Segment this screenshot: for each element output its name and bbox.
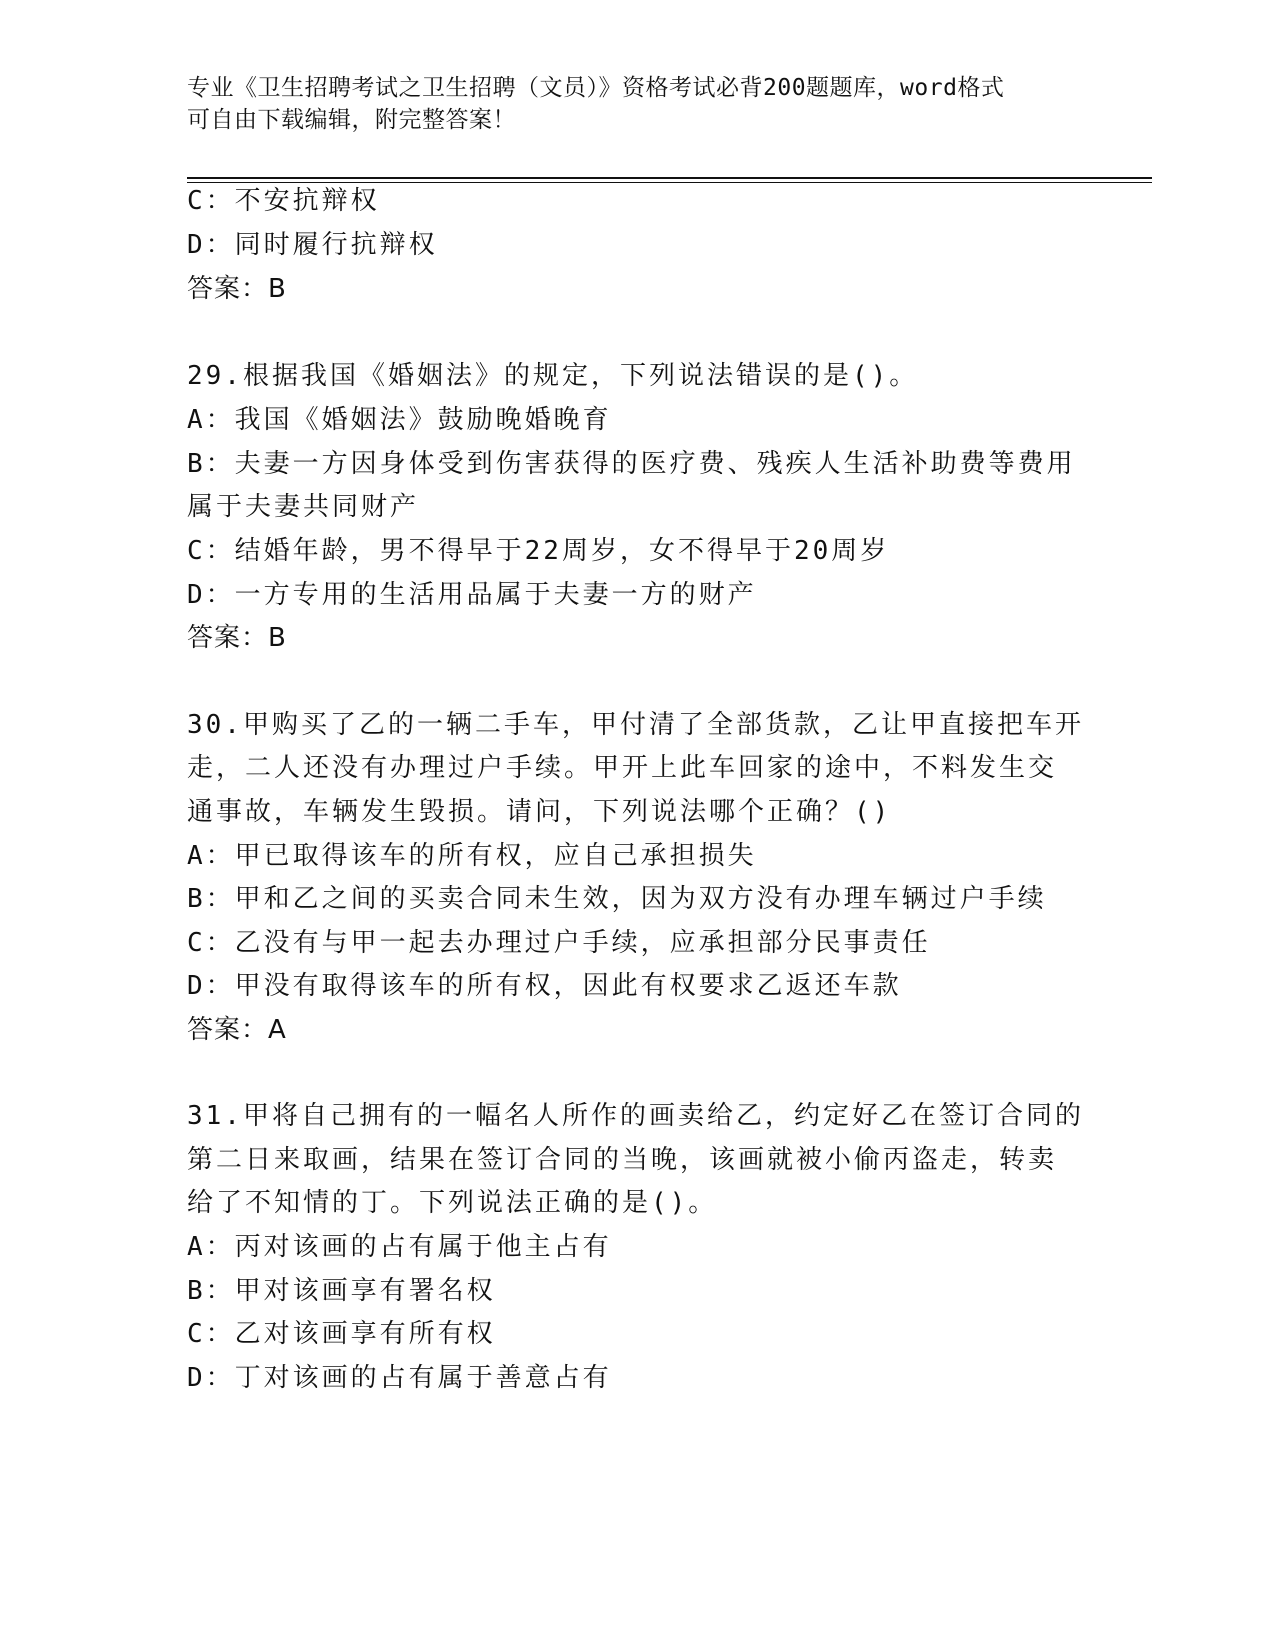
- q29-option-d: D：一方专用的生活用品属于夫妻一方的财产: [187, 580, 757, 610]
- q31-option-d: D：丁对该画的占有属于善意占有: [187, 1363, 612, 1393]
- q31-option-b: B：甲对该画享有署名权: [187, 1276, 496, 1306]
- q31-question-line-1: 31.甲将自己拥有的一幅名人所作的画卖给乙，约定好乙在签订合同的: [187, 1101, 1084, 1131]
- q29-option-b-line-1: B：夫妻一方因身体受到伤害获得的医疗费、残疾人生活补助费等费用: [187, 449, 1076, 479]
- header-divider: [187, 177, 1152, 183]
- q29-option-c: C：结婚年龄，男不得早于22周岁，女不得早于20周岁: [187, 536, 890, 566]
- q31-option-c: C：乙对该画享有所有权: [187, 1319, 496, 1349]
- q30-question-line-1: 30.甲购买了乙的一辆二手车，甲付清了全部货款，乙让甲直接把车开: [187, 710, 1084, 740]
- q29-option-a: A：我国《婚姻法》鼓励晚婚晚育: [187, 405, 612, 435]
- header-title-line-2: 可自由下载编辑，附完整答案！: [187, 107, 516, 133]
- q30-option-a: A：甲已取得该车的所有权，应自己承担损失: [187, 841, 757, 871]
- document-header: [187, 72, 1067, 136]
- q31-option-a: A：丙对该画的占有属于他主占有: [187, 1232, 612, 1262]
- q29-question: 29.根据我国《婚姻法》的规定，下列说法错误的是()。: [187, 361, 919, 391]
- q30-option-c: C：乙没有与甲一起去办理过户手续，应承担部分民事责任: [187, 928, 931, 958]
- q30-question-line-2: 走，二人还没有办理过户手续。甲开上此车回家的途中，不料发生交: [187, 753, 1058, 783]
- q31-question-line-3: 给了不知情的丁。下列说法正确的是()。: [187, 1188, 718, 1218]
- q28-option-d: D：同时履行抗辩权: [187, 230, 438, 260]
- q30-option-b: B：甲和乙之间的买卖合同未生效，因为双方没有办理车辆过户手续: [187, 884, 1047, 914]
- q31-question-line-2: 第二日来取画，结果在签订合同的当晚，该画就被小偷丙盗走，转卖: [187, 1145, 1058, 1175]
- q29-answer: 答案：B: [187, 623, 287, 653]
- q30-question-line-3: 通事故，车辆发生毁损。请问，下列说法哪个正确？(): [187, 797, 892, 827]
- q28-answer: 答案：B: [187, 274, 287, 304]
- q30-option-d: D：甲没有取得该车的所有权，因此有权要求乙返还车款: [187, 971, 902, 1001]
- header-title-line-1: 专业《卫生招聘考试之卫生招聘（文员）》资格考试必背200题题库，word格式: [187, 75, 1005, 101]
- q29-option-b-line-2: 属于夫妻共同财产: [187, 492, 420, 522]
- q30-answer: 答案：A: [187, 1015, 287, 1045]
- q28-option-c: C：不安抗辩权: [187, 186, 380, 216]
